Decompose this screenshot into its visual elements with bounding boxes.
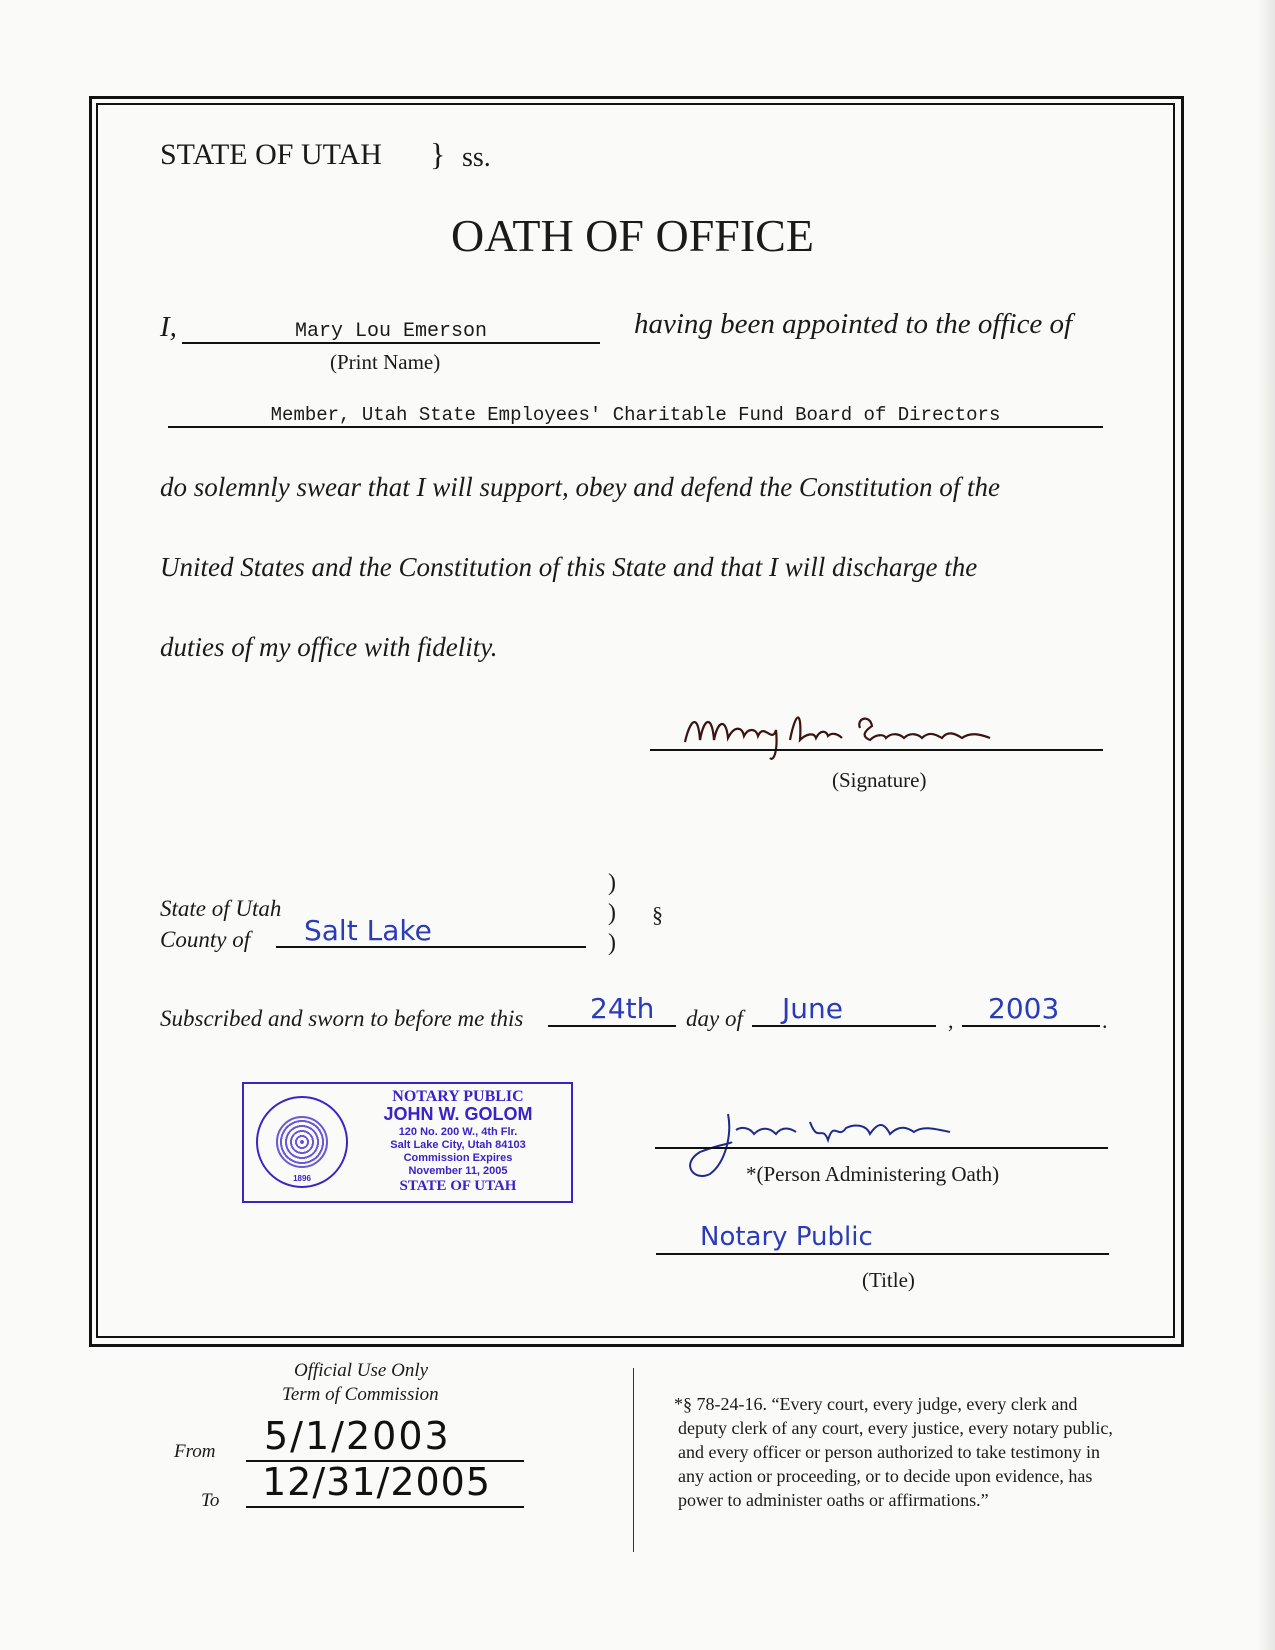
jurat-comma: , — [948, 1008, 954, 1033]
page-title: OATH OF OFFICE — [451, 210, 814, 261]
month-value: June — [782, 992, 843, 1025]
year-value: 2003 — [988, 992, 1060, 1025]
stamp-line-5: Commission Expires — [403, 1152, 513, 1164]
office-line — [168, 426, 1103, 428]
to-label: To — [201, 1490, 220, 1511]
footnote-line-4: any action or proceeding, or to decide upon evidence, has — [678, 1466, 1093, 1486]
stamp-line-6: November 11, 2005 — [408, 1165, 508, 1177]
header-brace: } — [430, 136, 446, 172]
year-line — [962, 1025, 1100, 1027]
stamp-line-1: NOTARY PUBLIC — [392, 1088, 524, 1105]
term-of-commission-heading: Term of Commission — [282, 1384, 439, 1405]
jurat-state-label: State of Utah — [160, 896, 282, 921]
oath-body-line-3: duties of my office with fidelity. — [160, 632, 498, 662]
stamp-line-4: Salt Lake City, Utah 84103 — [390, 1139, 526, 1151]
title-caption: (Title) — [862, 1268, 915, 1292]
print-name-value: Mary Lou Emerson — [294, 320, 488, 343]
oath-body-line-1: do solemnly swear that I will support, obey and defend the Constitution of the — [160, 472, 1000, 502]
month-line — [752, 1025, 936, 1027]
oath-body-line-2: United States and the Constitution of this State and that I will discharge the — [160, 552, 978, 582]
signature-line — [650, 749, 1103, 751]
jurat-period: . — [1102, 1008, 1108, 1033]
day-value: 24th — [590, 992, 655, 1025]
administering-caption: *(Person Administering Oath) — [746, 1162, 1000, 1186]
footnote-line-2: deputy clerk of any court, every justice, every notary public, — [678, 1418, 1113, 1438]
print-name-caption: (Print Name) — [330, 350, 441, 374]
header-state: STATE OF UTAH — [160, 138, 382, 171]
day-line — [548, 1025, 676, 1027]
appointed-text: having been appointed to the office of — [634, 308, 1073, 340]
section-symbol: § — [652, 902, 663, 927]
footnote-line-3: and every officer or person authorized to take testimony in — [678, 1442, 1101, 1462]
title-line — [656, 1253, 1109, 1255]
signature-handwriting — [680, 700, 1020, 760]
day-of-text: day of — [686, 1006, 743, 1031]
office-value: Member, Utah State Employees' Charitable Fund Board of Directors — [270, 404, 1001, 426]
paren-1: ) — [608, 870, 616, 896]
oath-i-label: I, — [160, 311, 177, 343]
official-use-heading: Official Use Only — [294, 1360, 429, 1381]
header-ss: ss. — [462, 142, 491, 173]
section-divider — [633, 1368, 634, 1552]
from-label: From — [174, 1441, 216, 1462]
county-value: Salt Lake — [304, 914, 432, 947]
stamp-line-7: STATE OF UTAH — [399, 1178, 517, 1194]
state-seal-icon — [256, 1096, 348, 1188]
notary-stamp — [242, 1082, 573, 1203]
footnote-line-1: *§ 78-24-16. “Every court, every judge, every clerk and — [674, 1394, 1078, 1414]
stamp-line-3: 120 No. 200 W., 4th Flr. — [398, 1126, 518, 1138]
to-value: 12/31/2005 — [262, 1460, 492, 1504]
to-line — [246, 1506, 524, 1508]
title-value: Notary Public — [700, 1222, 873, 1252]
stamp-line-2: JOHN W. GOLOM — [383, 1104, 533, 1124]
paren-3: ) — [608, 930, 616, 956]
jurat-county-label: County of — [160, 927, 251, 952]
administering-line — [655, 1147, 1108, 1149]
seal-year: 1896 — [293, 1174, 311, 1183]
subscribed-text: Subscribed and sworn to before me this — [160, 1006, 524, 1031]
footnote-line-5: power to administer oaths or affirmations.” — [678, 1490, 989, 1510]
from-value: 5/1/2003 — [264, 1414, 451, 1458]
signature-caption: (Signature) — [832, 768, 927, 792]
paren-2: ) — [608, 900, 616, 926]
